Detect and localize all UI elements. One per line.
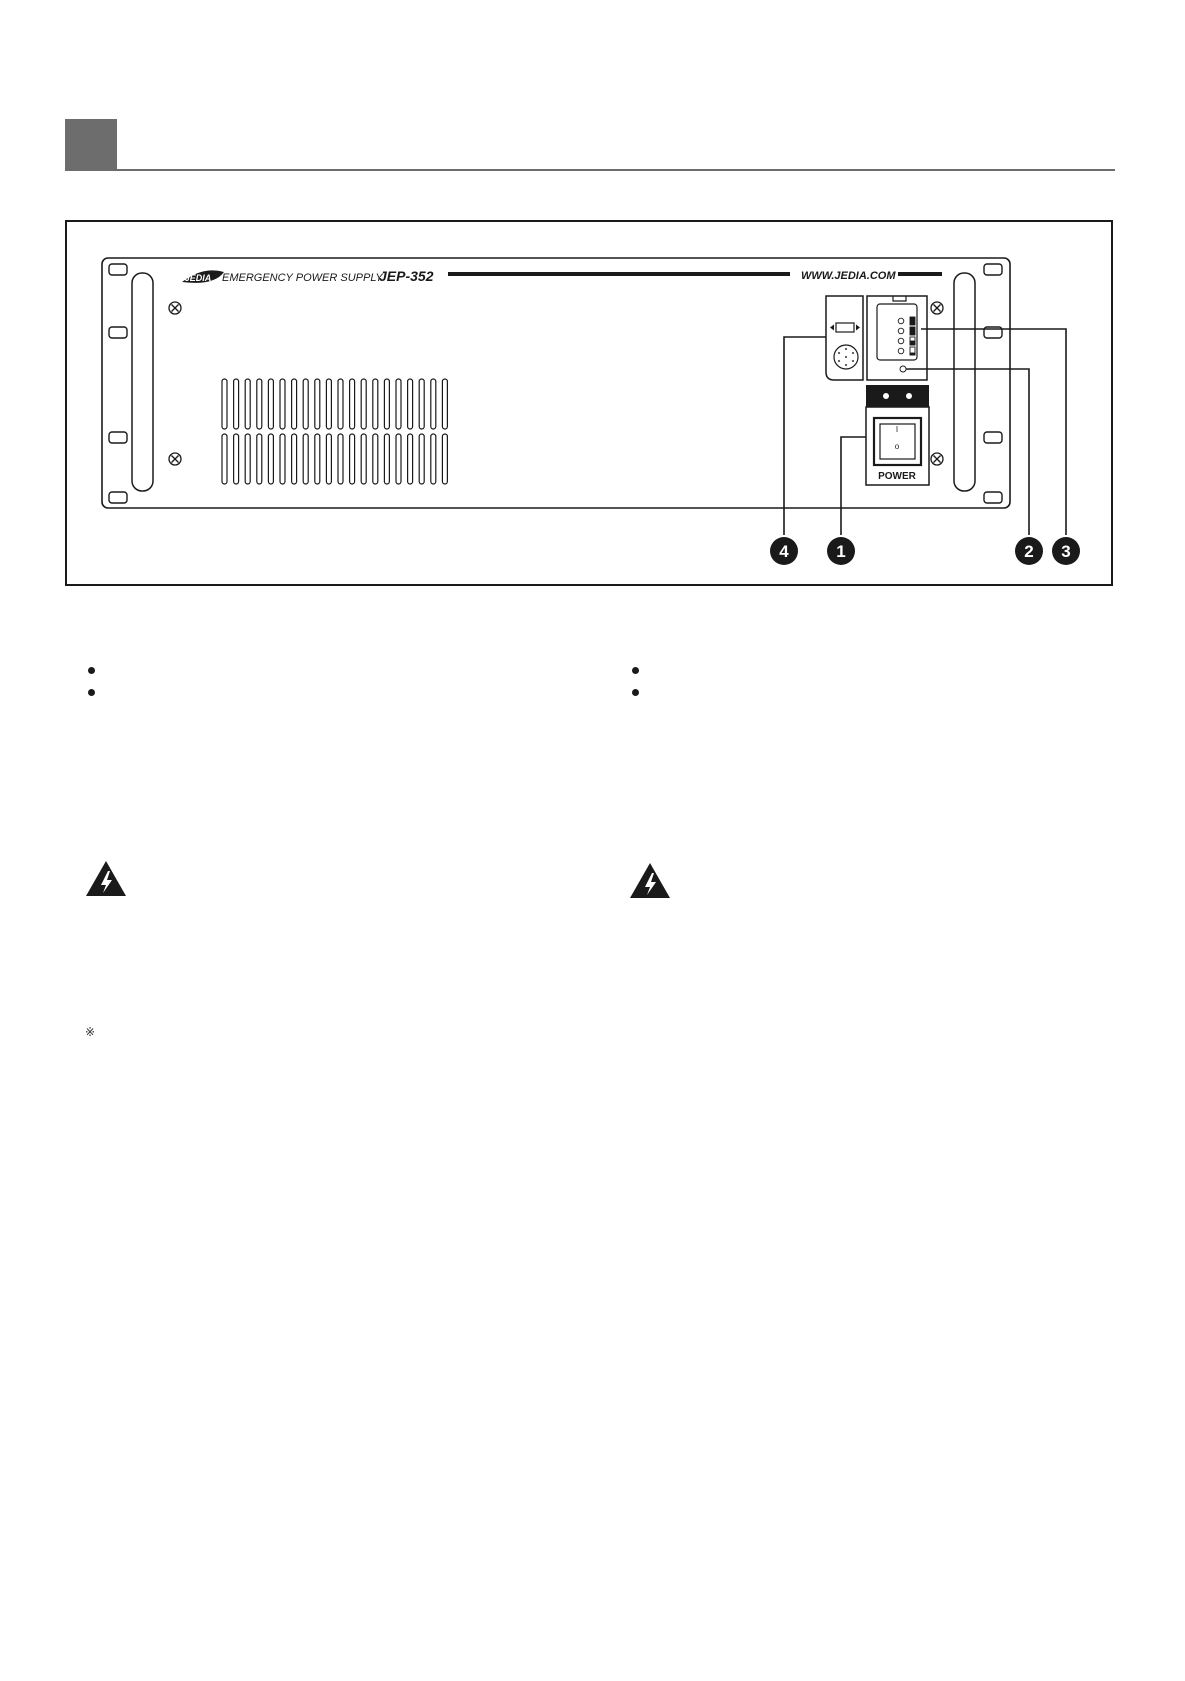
vent-slot — [419, 379, 424, 429]
electric-shock-warning-icon — [85, 860, 127, 897]
power-label: POWER — [878, 471, 916, 482]
callout-1 — [827, 537, 855, 565]
vent-slot — [303, 434, 308, 484]
power-switch-block — [866, 385, 929, 485]
vent-slot — [338, 379, 343, 429]
electric-shock-warning-icon — [629, 862, 671, 899]
vent-slot — [292, 379, 297, 429]
left-handle — [132, 273, 153, 491]
callout-1-label: 1 — [836, 542, 846, 561]
brand-logo-text: JEDIA — [184, 273, 212, 283]
vent-slot — [338, 434, 343, 484]
vent-slot — [396, 379, 401, 429]
vent-slot — [361, 379, 366, 429]
website-label: WWW.JEDIA.COM — [801, 270, 896, 282]
vent-slot — [280, 379, 285, 429]
callout-3-label: 3 — [1061, 542, 1071, 561]
vent-slot — [292, 434, 297, 484]
status-led — [900, 366, 906, 372]
vent-slot — [234, 434, 239, 484]
vent-slot — [222, 434, 227, 484]
vent-slot — [431, 379, 436, 429]
switch-on-mark: I — [895, 425, 899, 434]
vent-slot — [350, 379, 355, 429]
vent-slot — [431, 434, 436, 484]
vent-slot — [396, 434, 401, 484]
switch-off-mark: o — [894, 442, 900, 451]
vent-slot — [257, 434, 262, 484]
model-label: JEP-352 — [379, 268, 434, 284]
vent-slot — [245, 434, 250, 484]
vent-slot — [442, 379, 447, 429]
callout-4 — [770, 537, 798, 565]
vent-slot — [234, 379, 239, 429]
vent-slot — [373, 379, 378, 429]
vent-slot — [350, 434, 355, 484]
bullet — [88, 689, 95, 696]
vent-slot — [326, 434, 331, 484]
vent-slot — [384, 379, 389, 429]
callout-2 — [1015, 537, 1043, 565]
vent-slot — [315, 379, 320, 429]
callout-4-label: 4 — [779, 542, 789, 561]
callout-3 — [1052, 537, 1080, 565]
reference-mark: ※ — [85, 1025, 96, 1039]
vent-slot — [303, 379, 308, 429]
vent-slot — [245, 379, 250, 429]
bullet — [632, 689, 639, 696]
callout-2-label: 2 — [1024, 542, 1034, 561]
vent-slot — [268, 379, 273, 429]
vent-slot — [419, 434, 424, 484]
vent-slot — [408, 434, 413, 484]
vent-slot — [257, 379, 262, 429]
vent-slot — [326, 379, 331, 429]
right-handle — [954, 273, 975, 491]
vent-slot — [373, 434, 378, 484]
front-panel-diagram — [0, 0, 1185, 600]
vent-slot — [222, 379, 227, 429]
vent-slot — [315, 434, 320, 484]
bullet — [632, 667, 639, 674]
vent-slot — [361, 434, 366, 484]
vent-slot — [384, 434, 389, 484]
vent-slot — [408, 379, 413, 429]
product-label: EMERGENCY POWER SUPPLY — [222, 272, 383, 284]
battery-indicator-module — [867, 296, 927, 380]
bullet — [88, 667, 95, 674]
vent-slot — [442, 434, 447, 484]
vent-slot — [280, 434, 285, 484]
vent-slot — [268, 434, 273, 484]
input-connector-module — [826, 296, 863, 380]
